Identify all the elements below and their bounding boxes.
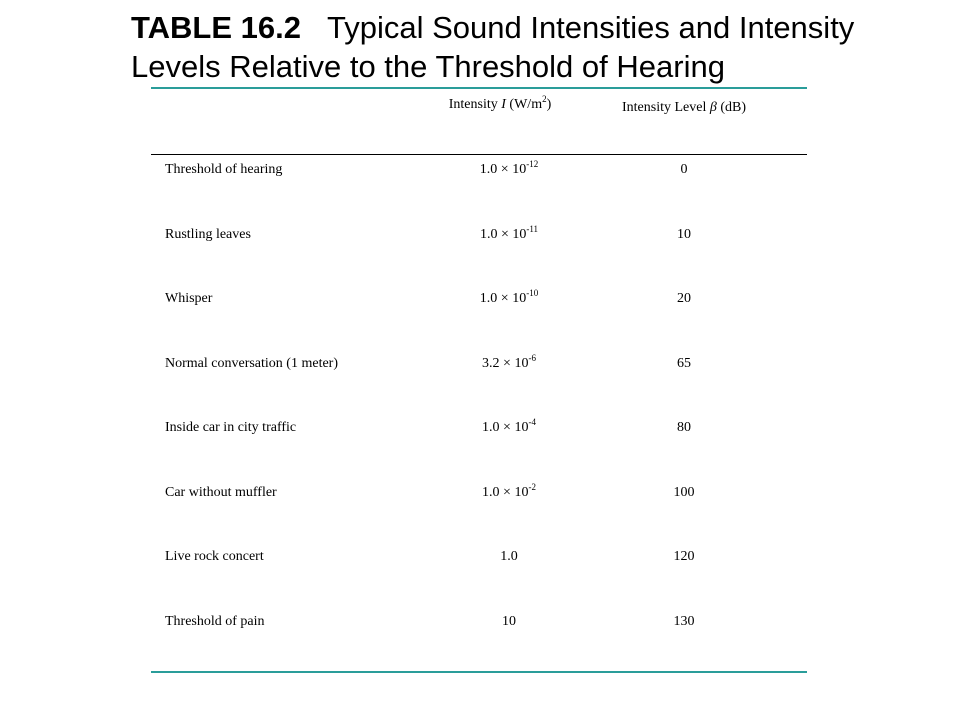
intensity-exponent: -2 — [528, 482, 536, 492]
row-intensity — [479, 159, 539, 178]
table-number: TABLE 16.2 — [131, 10, 301, 45]
row-intensity — [482, 353, 536, 372]
intensity-exponent: -12 — [526, 159, 539, 169]
row-intensity — [482, 417, 536, 436]
row-level: 0 — [680, 162, 688, 177]
column-header-intensity: Intensity I $(W/m^2)$ — [448, 94, 552, 112]
intensity-mantissa: 1.0 × 10 — [479, 291, 527, 306]
intensity-mantissa: 3.2 × 10 — [482, 356, 529, 371]
row-source: Threshold of pain — [165, 614, 265, 629]
table-title — [131, 8, 931, 86]
row-source: Rustling leaves — [165, 227, 251, 242]
row-source: Threshold of hearing — [165, 162, 283, 177]
title-line-2: Levels Relative to the Threshold of Hearing — [131, 49, 725, 84]
intensity-mantissa: 1.0 × 10 — [479, 227, 527, 242]
row-intensity — [502, 614, 516, 630]
row-level: 130 — [673, 614, 695, 629]
row-source: Whisper — [165, 291, 213, 306]
row-source: Normal conversation (1 meter) — [165, 356, 338, 371]
intensity-exponent: -6 — [528, 353, 536, 363]
intensity-mantissa: 1.0 × 10 — [482, 420, 529, 435]
row-level: 100 — [673, 485, 695, 500]
row-level: 20 — [677, 291, 691, 306]
intensity-exponent: -11 — [526, 224, 539, 234]
row-source: Live rock concert — [165, 549, 264, 564]
header-rule — [151, 154, 807, 155]
row-intensity — [479, 224, 539, 243]
row-intensity — [500, 549, 518, 565]
column-header-level: Intensity Level β (dB) — [621, 100, 747, 115]
row-source: Car without muffler — [165, 485, 277, 500]
intensity-mantissa: 1.0 × 10 — [479, 162, 527, 177]
intensity-mantissa: 1.0 × 10 — [482, 485, 529, 500]
table-bottom-rule — [151, 671, 807, 673]
row-intensity — [479, 288, 539, 307]
table-top-rule — [151, 87, 807, 89]
intensity-mantissa: 1.0 — [500, 549, 518, 564]
row-level: 80 — [677, 420, 691, 435]
row-level: 10 — [677, 227, 691, 242]
intensity-exponent: -10 — [526, 288, 539, 298]
intensity-exponent: -4 — [528, 417, 536, 427]
intensity-mantissa: 10 — [502, 614, 516, 629]
row-level: 120 — [673, 549, 695, 564]
title-line-1 — [131, 8, 931, 47]
row-source: Inside car in city traffic — [165, 420, 297, 435]
row-intensity — [482, 482, 536, 501]
title-text-1: Typical Sound Intensities and Intensity — [326, 10, 855, 45]
row-level: 65 — [677, 356, 691, 371]
